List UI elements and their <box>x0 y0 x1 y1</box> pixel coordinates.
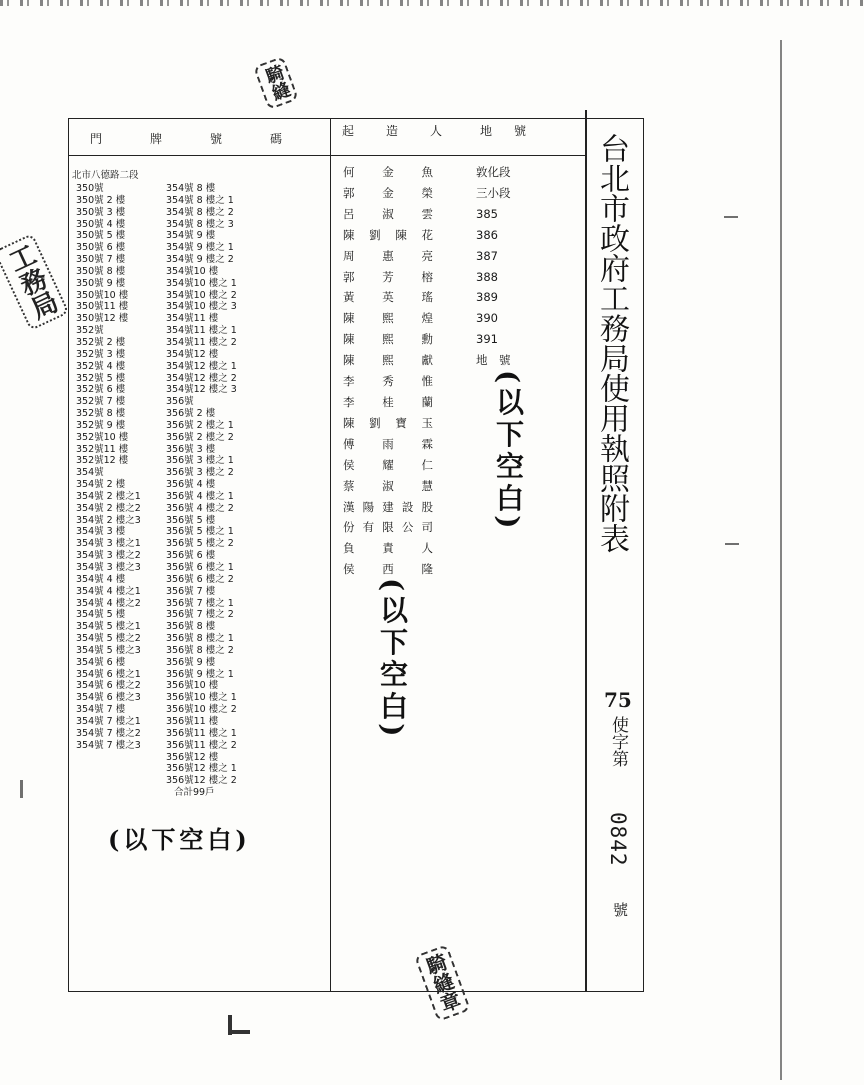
address-entry: 356號 6 樓之 1 <box>166 562 234 573</box>
builder-name: 陳 熙 煌 <box>343 311 433 326</box>
margin-mark <box>780 40 782 1080</box>
divider-address-builder <box>330 118 331 992</box>
blank-note-addresses: (以下空白) <box>108 825 251 854</box>
permit-number: 0842 <box>606 812 630 867</box>
address-entry: 350號 4 樓 <box>76 218 126 230</box>
address-entry: 354號 7 樓之2 <box>76 727 141 739</box>
builder-name: 陳 劉 寶 玉 <box>343 415 433 430</box>
margin-mark <box>20 780 23 798</box>
address-entry: 354號 6 樓之1 <box>76 668 141 680</box>
address-entry: 356號 5 樓之 1 <box>166 526 234 538</box>
builder-name: 周 惠 亮 <box>343 248 433 263</box>
address-entry: 352號 6 樓 <box>76 384 126 396</box>
address-entry: 356號 7 樓之 2 <box>166 609 234 621</box>
address-entry: 352號12 樓 <box>76 455 129 467</box>
address-entry: 354號 7 樓 <box>76 704 126 716</box>
permit-year: 75 <box>604 688 632 712</box>
header-lot: 地號 <box>480 124 549 138</box>
address-entry: 356號 3 樓 <box>166 443 216 455</box>
address-entry: 352號 5 樓 <box>76 372 126 384</box>
address-entry: 356號12 樓之 1 <box>166 763 237 775</box>
address-entry: 352號11 樓 <box>76 443 129 455</box>
address-entry: 354號 4 樓 <box>76 573 126 585</box>
address-entry: 354號 4 樓之2 <box>76 597 141 609</box>
address-entry: 350號 5 樓 <box>76 230 126 242</box>
blank-note-lots: (以下空白) <box>492 370 525 533</box>
address-total: 合計99戶 <box>174 787 215 798</box>
address-entry: 356號 2 樓之 2 <box>166 431 234 443</box>
address-entry: 354號 6 樓 <box>76 656 126 668</box>
address-entry: 352號10 樓 <box>76 431 129 443</box>
address-entry: 356號 5 樓之 2 <box>166 538 234 550</box>
lot-entry: 390 <box>476 311 498 326</box>
header-rule <box>68 155 586 156</box>
address-entry: 354號11 樓 <box>166 313 219 325</box>
address-entry: 354號 4 樓之1 <box>76 585 141 597</box>
builder-list <box>343 162 433 580</box>
address-entry: 354號 7 樓之3 <box>76 739 141 751</box>
address-entry: 356號 5 樓 <box>166 514 216 526</box>
address-list-col2 <box>166 183 237 787</box>
builder-name: 呂 淑 雲 <box>343 206 433 221</box>
margin-mark <box>228 1030 250 1034</box>
address-entry: 356號 7 樓之 1 <box>166 597 234 609</box>
lot-entry: 391 <box>476 332 498 347</box>
address-entry: 356號12 樓之 2 <box>166 775 237 787</box>
address-entry: 354號 5 樓之1 <box>76 621 141 633</box>
builder-name: 陳 劉 陳 花 <box>343 227 433 242</box>
address-entry: 354號 9 樓 <box>166 230 216 242</box>
builder-name: 黃 英 瑤 <box>343 290 433 305</box>
address-entry: 356號 8 樓 <box>166 621 216 633</box>
builder-name: 李 秀 惟 <box>343 374 433 389</box>
lot-entry: 敦化段 <box>476 165 511 179</box>
address-entry: 356號 3 樓之 2 <box>166 467 234 479</box>
address-entry: 356號 6 樓 <box>166 550 216 562</box>
address-list-col1 <box>76 183 141 752</box>
stamp-side: 工務局 <box>0 233 70 331</box>
address-entry: 354號 <box>76 467 104 479</box>
stamp-top: 騎縫 <box>253 56 299 110</box>
lot-entry: 地 號 <box>476 353 511 368</box>
address-entry: 354號12 樓之 3 <box>166 384 237 396</box>
address-entry: 356號10 樓之 1 <box>166 692 237 704</box>
address-entry: 352號 <box>76 325 104 337</box>
builder-name: 郭 芳 榕 <box>343 269 433 284</box>
address-entry: 356號 6 樓之 2 <box>166 573 234 585</box>
address-entry: 352號 9 樓 <box>76 419 126 431</box>
address-entry: 354號 8 樓 <box>166 183 216 194</box>
address-entry: 356號 4 樓 <box>166 479 216 491</box>
address-entry: 352號 3 樓 <box>76 348 126 360</box>
address-entry: 356號10 樓 <box>166 680 219 692</box>
address-entry: 356號 7 樓 <box>166 585 216 597</box>
address-entry: 350號12 樓 <box>76 313 129 325</box>
address-entry: 356號12 樓 <box>166 751 219 763</box>
builder-name: 侯 西 隆 <box>343 562 433 577</box>
stamp-bottom: 騎縫章 <box>414 944 471 1022</box>
address-entry: 354號10 樓之 3 <box>166 301 237 313</box>
address-entry: 356號 4 樓之 1 <box>166 490 234 502</box>
address-entry: 352號 4 樓 <box>76 360 126 372</box>
address-entry: 354號 8 樓之 3 <box>166 218 234 230</box>
address-entry: 354號12 樓之 1 <box>166 360 237 372</box>
blank-note-builders: (以下空白) <box>376 578 409 741</box>
lot-entry: 388 <box>476 269 498 284</box>
builder-name: 負 責 人 <box>343 541 433 556</box>
address-entry: 350號 8 樓 <box>76 265 126 277</box>
builder-name: 蔡 淑 慧 <box>343 478 433 493</box>
address-entry: 354號 8 樓之 1 <box>166 194 234 206</box>
address-entry: 352號 2 樓 <box>76 336 126 348</box>
address-entry: 354號 3 樓之3 <box>76 562 141 573</box>
address-entry: 354號 3 樓 <box>76 526 126 538</box>
address-entry: 354號10 樓之 2 <box>166 289 237 301</box>
address-entry: 354號 7 樓之1 <box>76 715 141 727</box>
address-entry: 356號 9 樓 <box>166 656 216 668</box>
address-entry: 354號 3 樓之1 <box>76 538 141 550</box>
builder-name: 傅 雨 霖 <box>343 436 433 451</box>
address-entry: 354號 5 樓 <box>76 609 126 621</box>
builder-name: 份有限公司 <box>343 520 433 535</box>
address-entry: 356號11 樓 <box>166 715 219 727</box>
permit-suffix: 號 <box>611 902 629 917</box>
address-entry: 354號 3 樓之2 <box>76 550 141 562</box>
divider-lot-title <box>585 110 587 992</box>
scan-edge-noise <box>0 0 864 6</box>
header-builder: 起造人 <box>342 124 475 138</box>
address-entry: 356號10 樓之 2 <box>166 704 237 716</box>
address-entry: 352號 8 樓 <box>76 408 126 420</box>
address-entry: 356號 2 樓之 1 <box>166 419 234 431</box>
margin-mark <box>724 216 738 218</box>
address-entry: 356號 4 樓之 2 <box>166 502 234 514</box>
margin-mark <box>725 543 739 545</box>
address-entry: 354號 8 樓之 2 <box>166 206 234 218</box>
address-entry: 356號 <box>166 396 194 408</box>
builder-name: 陳 熙 獻 <box>343 353 433 368</box>
lot-number-list <box>476 162 511 371</box>
address-entry: 354號 6 樓之2 <box>76 680 141 692</box>
address-entry: 352號 7 樓 <box>76 396 126 408</box>
document-title: 台北市政府工務局使用執照附表 <box>594 133 629 553</box>
address-entry: 354號10 樓 <box>166 265 219 277</box>
lot-entry: 三小段 <box>476 185 511 200</box>
address-entry: 356號 9 樓之 1 <box>166 668 234 680</box>
address-entry: 356號 2 樓 <box>166 408 216 420</box>
address-entry: 354號10 樓之 1 <box>166 277 237 289</box>
address-entry: 356號11 樓之 2 <box>166 739 237 751</box>
lot-entry: 386 <box>476 227 498 242</box>
address-entry: 354號 2 樓之2 <box>76 502 141 514</box>
address-entry: 354號12 樓之 2 <box>166 372 237 384</box>
builder-name: 何 金 魚 <box>343 165 433 179</box>
address-entry: 354號 2 樓之3 <box>76 514 141 526</box>
builder-name: 侯 耀 仁 <box>343 457 433 472</box>
address-entry: 350號 2 樓 <box>76 194 126 206</box>
lot-entry: 387 <box>476 248 498 263</box>
address-entry: 354號11 樓之 1 <box>166 325 237 337</box>
address-entry: 350號10 樓 <box>76 289 129 301</box>
address-entry: 354號 9 樓之 1 <box>166 242 234 254</box>
address-entry: 356號 3 樓之 1 <box>166 455 234 467</box>
lot-entry: 385 <box>476 206 498 221</box>
address-entry: 350號 7 樓 <box>76 254 126 266</box>
address-entry: 354號 9 樓之 2 <box>166 254 234 266</box>
address-entry: 350號11 樓 <box>76 301 129 313</box>
address-entry: 354號 6 樓之3 <box>76 692 141 704</box>
builder-name: 郭 金 榮 <box>343 185 433 200</box>
builder-name: 李 桂 蘭 <box>343 394 433 409</box>
lot-entry: 389 <box>476 290 498 305</box>
address-entry: 356號 8 樓之 1 <box>166 633 234 645</box>
address-entry: 354號 2 樓之1 <box>76 490 141 502</box>
address-section-label: 北市八德路二段 <box>72 170 139 181</box>
address-entry: 354號 5 樓之2 <box>76 633 141 645</box>
address-entry: 354號 5 樓之3 <box>76 644 141 656</box>
address-entry: 354號 2 樓 <box>76 479 126 491</box>
address-entry: 350號 9 樓 <box>76 277 126 289</box>
builder-name: 漢陽建設股 <box>343 499 433 514</box>
address-entry: 356號 8 樓之 2 <box>166 644 234 656</box>
address-entry: 356號11 樓之 1 <box>166 727 237 739</box>
builder-name: 陳 熙 勳 <box>343 332 433 347</box>
address-entry: 354號11 樓之 2 <box>166 336 237 348</box>
permit-type: 使字第 <box>608 716 628 767</box>
address-entry: 350號 <box>76 183 104 194</box>
address-entry: 350號 6 樓 <box>76 242 126 254</box>
address-entry: 354號12 樓 <box>166 348 219 360</box>
address-entry: 350號 3 樓 <box>76 206 126 218</box>
header-address: 門牌號碼 <box>90 132 331 146</box>
